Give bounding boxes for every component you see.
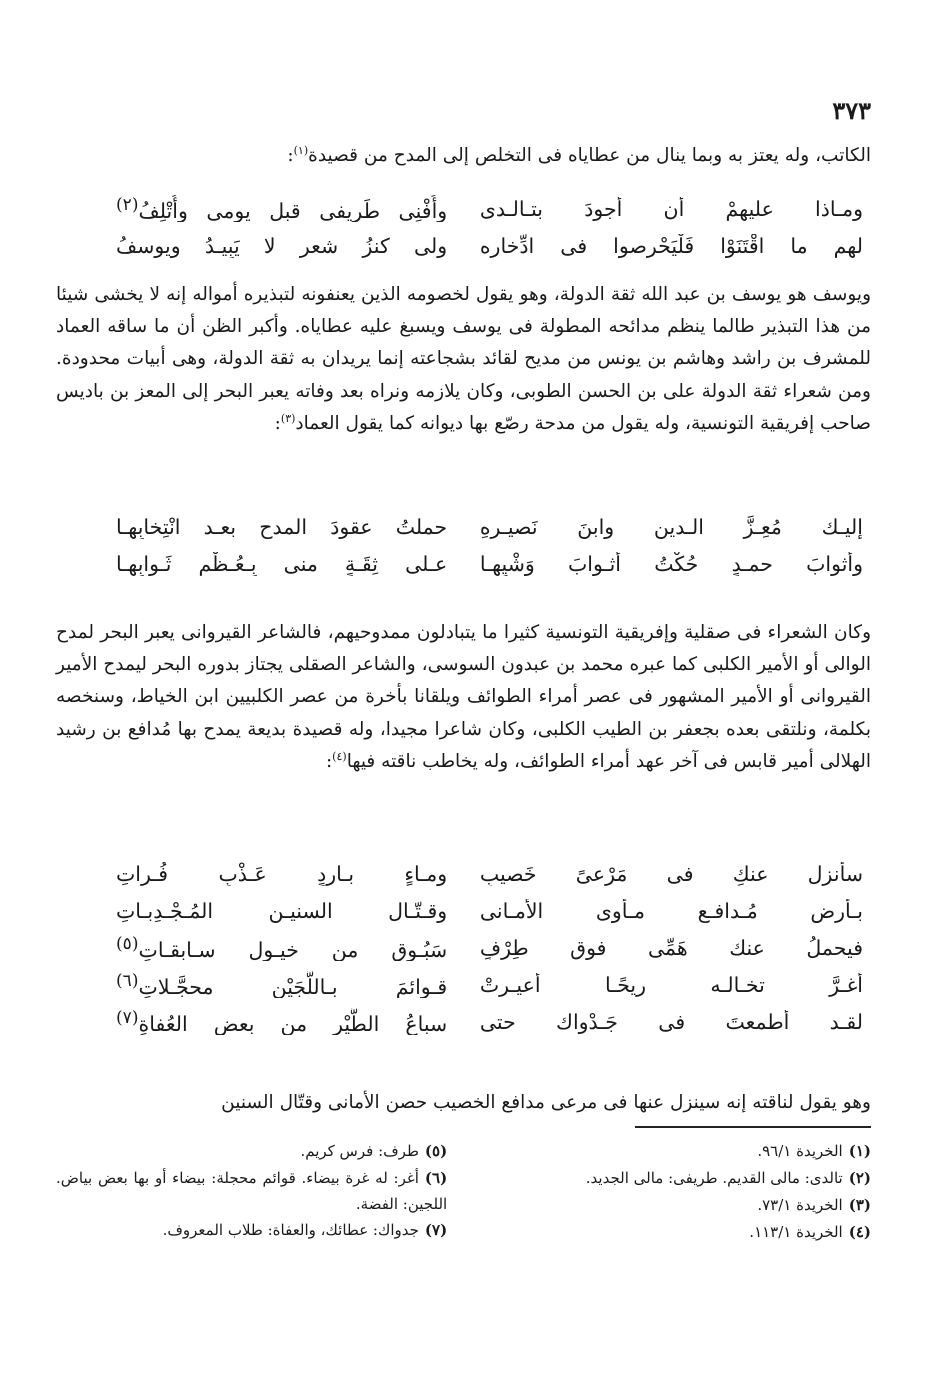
footnotes-column-right	[480, 1138, 871, 1246]
hemistich-first: ومـاذا عليهمْ أن أجودَ بتـالـدى	[479, 196, 863, 221]
verse-line	[56, 508, 871, 545]
poem-1	[56, 190, 871, 264]
footnote-item: (٢)تالدى: مالى القديم. طريفى: مالى الجديد.	[585, 1169, 871, 1187]
footnote-ref: (٦)	[116, 970, 139, 991]
footnote-item: (٤)الخريدة ١١٣/١.	[749, 1223, 871, 1241]
hemistich-second: سَبُـوقٍ من خيـول سـابقـاتِ$^{(٥)}$	[116, 933, 448, 962]
hemistich-second: عـلى ثِقَـةٍ منى بِـعُـظْمِ ثَـوابِهـا	[116, 551, 448, 576]
footnote-item: (٧)جدواك: عطائك، والعفاة: طلاب المعروف.	[162, 1221, 448, 1239]
footnotes	[56, 1138, 871, 1246]
hemistich-first: لهم ما اقْتَنَوْا فَلْيَحْرِصوا فى ادِّخارِه	[479, 233, 863, 258]
paragraph-yusuf	[56, 279, 871, 440]
footnote-item: (٥)طرف: فرس كريم.	[300, 1142, 448, 1160]
paragraph-intro	[56, 140, 871, 172]
verse-line	[56, 966, 871, 1003]
verse-line	[56, 892, 871, 929]
footnote-item: (١)الخريدة ٩٦/١.	[757, 1142, 871, 1160]
footnote-ref: (٥)	[116, 933, 139, 954]
hemistich-first: سأنزل عنكِ فى مَرْعىً خَصيبِ	[479, 861, 863, 886]
hemistich-second: حملتُ عقودَ المدحِ بعـد انْتِخابِهـا	[116, 514, 448, 539]
paragraph-text: وهو يقول لناقته إنه سينزل عنها فى مرعى مدافع الخصيب حصن الأمانى وقتّال السنين	[221, 1092, 871, 1113]
hemistich-second: قـوائمَ بـاللُّجَيْن محجَّـلاتِ$^{(٦)}$	[116, 970, 448, 999]
footnotes-column-left	[56, 1138, 447, 1246]
verse-line	[56, 1003, 871, 1040]
verse-line	[56, 227, 871, 264]
verse-line	[56, 545, 871, 582]
hemistich-first: أغـرَّ تخـالـه ريحًـا أُعيـرتْ	[479, 972, 863, 997]
paragraph-closing	[56, 1087, 871, 1119]
poem-3	[56, 855, 871, 1040]
hemistich-second: وقـتّـالِ السنيـن المُـجْـدِبـاتِ	[116, 898, 448, 923]
hemistich-first: فيحملُ عنك هَمِّى فوق طِرْفٍ	[479, 935, 863, 960]
hemistich-second: ولى كنزُ شعرٍ لا يَبِيـدُ ويوسفُ	[116, 233, 448, 258]
footnote-ref: (٢)	[116, 194, 139, 215]
footnote-ref: (٧)	[116, 1007, 139, 1028]
footnote-ref: (٤)	[332, 749, 347, 763]
paragraph-text: وكان الشعراء فى صقلية وإفريقية التونسية كثيرا ما يتبادلون ممدوحيهم، فالشاعر القيروانى يعبر البحر لمدح الوالى أو الأمير الكلبى كما عبره محمد بن عبدون السوسى، والشاعر الصقلى يجتاز بدوره البحر ليمدح الأمير القيروانى أو الأمير المشهور فى عصر أمراء الطوائف ويلقانا بأخرة من عصر الكلبيين ابن الخياط، وسنخصه بكلمة، ونلتقى بعده بجعفر بن الطيب الكلبى، وكان شاعرا مجيدا، وله قصيدة بديعة يمدح بها مُدافع بن رشيد الهلالى أمير قابس فى آخر عهد أمراء الطوائف، وله يخاطب ناقته فيها$^{(٤)}$:	[56, 622, 871, 772]
verse-line	[56, 190, 871, 227]
page-number: ٣٧٣	[832, 96, 871, 125]
hemistich-first: وأثوابَ حمـدٍ حُكْتُ أثـوابَ وَشْيِهـا	[479, 551, 863, 576]
hemistich-second: ومـاءٍ بـاردٍ عَـذْبٍ فُـراتِ	[116, 861, 448, 886]
footnote-divider	[635, 1126, 871, 1128]
hemistich-second: وأُفْنِى طَرِيفى قبل يومى وأُتْلِفُ$^{(٢)}$	[116, 194, 448, 223]
footnote-ref: (٣)	[280, 411, 296, 425]
verse-line	[56, 855, 871, 892]
footnote-item: (٣)الخريدة ٧٣/١.	[757, 1196, 871, 1214]
paragraph-text: ويوسف هو يوسف بن عبد الله ثقة الدولة، وهو يقول لخصومه الذين يعنفونه لتبذيره أمواله إنه لا يخشى شيئا من هذا التبذير طالما ينظم مدائحه المطولة فى يوسف ويسبغ عليه عطاياه. وأكبر الظن أن ما ساقه العماد للمشرف بن راشد وهاشم بن يونس من مديح لقائد بشجاعته إنما يريدان به ثقة الدولة، وهى أبيات محدودة. ومن شعراء ثقة الدولة على بن الحسن الطوبى، وكان يلازمه ونراه بعد وفاته يعبر البحر إلى المعز بن باديس صاحب إفريقية التونسية، وله يقول من مدحة رصّع بها ديوانه كما يقول العماد$^{(٣)}$:	[56, 284, 871, 434]
footnote-item: (٦)أغر: له غرة بيضاء. قوائم محجلة: بيضاء أو بها بعض بياض. اللجين: الفضة.	[56, 1169, 448, 1213]
hemistich-first: بـأرض مُـدافـعٍ مـأوى الأمـانى	[479, 898, 863, 923]
hemistich-first: إليـك مُعِـزَّ الـدينِ وابنَ نَصيـرِهِ	[479, 514, 863, 539]
verse-line	[56, 929, 871, 966]
paragraph-text: الكاتب، وله يعتز به وبما ينال من عطاياه فى التخلص إلى المدح من قصيدة$^{(١)}$:	[287, 143, 871, 166]
hemistich-second: سباعُ الطَّيْر من بعض العُفاةِ$^{(٧)}$	[116, 1007, 448, 1036]
poem-2	[56, 508, 871, 582]
hemistich-first: لقـد أطمعتَ فى جَـدْواك حتى	[479, 1009, 863, 1034]
paragraph-poets	[56, 617, 871, 778]
footnote-ref: (١)	[293, 143, 309, 157]
